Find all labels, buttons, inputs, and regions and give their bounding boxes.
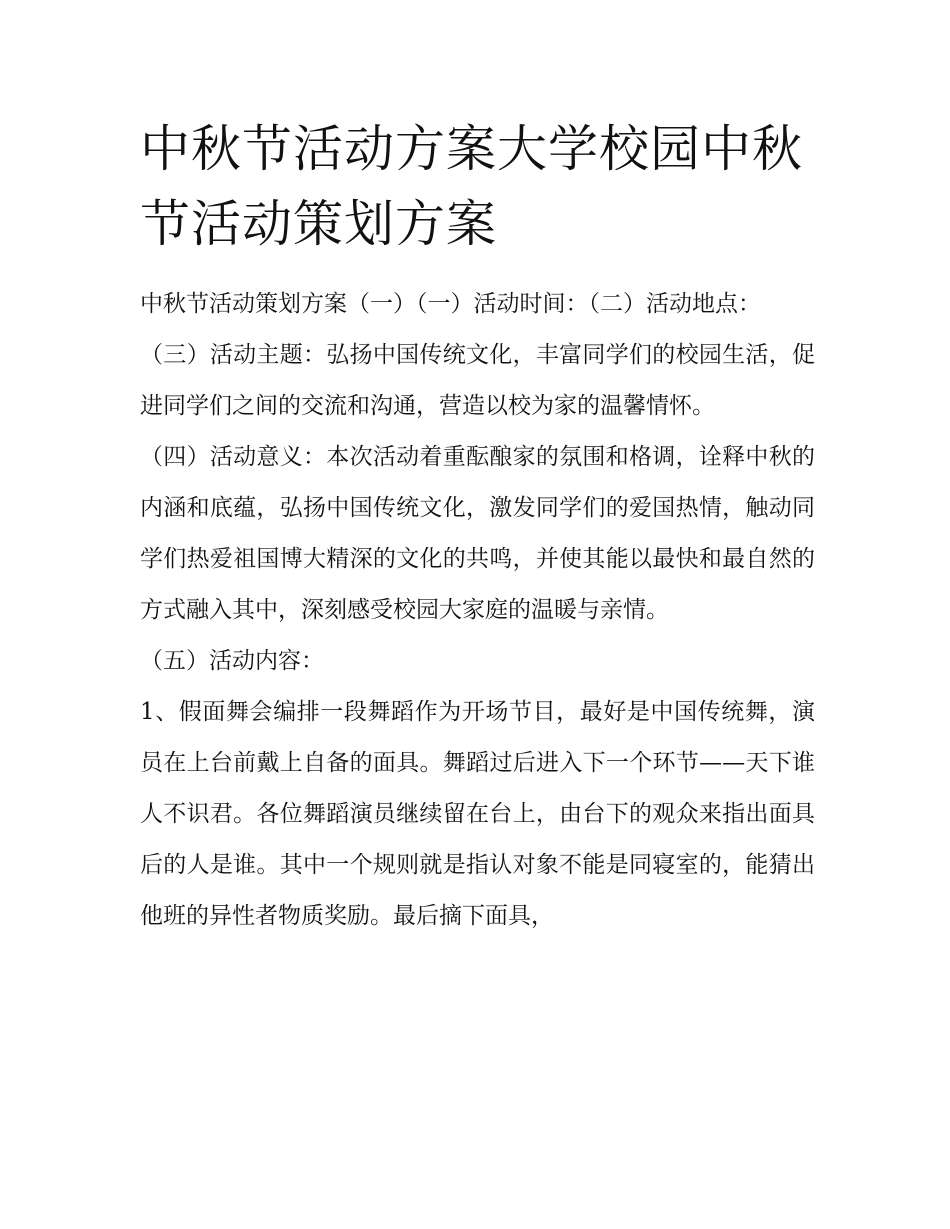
paragraph-masquerade: 1、假面舞会编排一段舞蹈作为开场节目，最好是中国传统舞，演员在上台前戴上自备的面具。舞蹈过后进入下一个环节——天下谁人不识君。各位舞蹈演员继续留在台上，由台下的观众来指出面具后的人是谁。其中一个规则就是指认对象不能是同寝室的，能猜出他班的异性者物质奖励。最后摘下面具，	[140, 699, 815, 929]
document-title: 中秋节活动方案大学校园中秋节活动策划方案	[140, 120, 803, 253]
paragraph-theme: （三）活动主题：弘扬中国传统文化，丰富同学们的校园生活，促进同学们之间的交流和沟通，营造以校为家的温馨情怀。	[140, 342, 815, 419]
paragraph-content-heading: （五）活动内容：	[140, 648, 324, 674]
document-page	[140, 112, 815, 942]
paragraph-significance: （四）活动意义：本次活动着重酝酿家的氛围和格调，诠释中秋的内涵和底蕴，弘扬中国传统文化，激发同学们的爱国热情，触动同学们热爱祖国博大精深的文化的共鸣，并使其能以最快和最自然的方式融入其中，深刻感受校园大家庭的温暖与亲情。	[140, 444, 815, 623]
paragraph-time-location: 中秋节活动策划方案（一）（一）活动时间：（二）活动地点：	[140, 291, 761, 317]
